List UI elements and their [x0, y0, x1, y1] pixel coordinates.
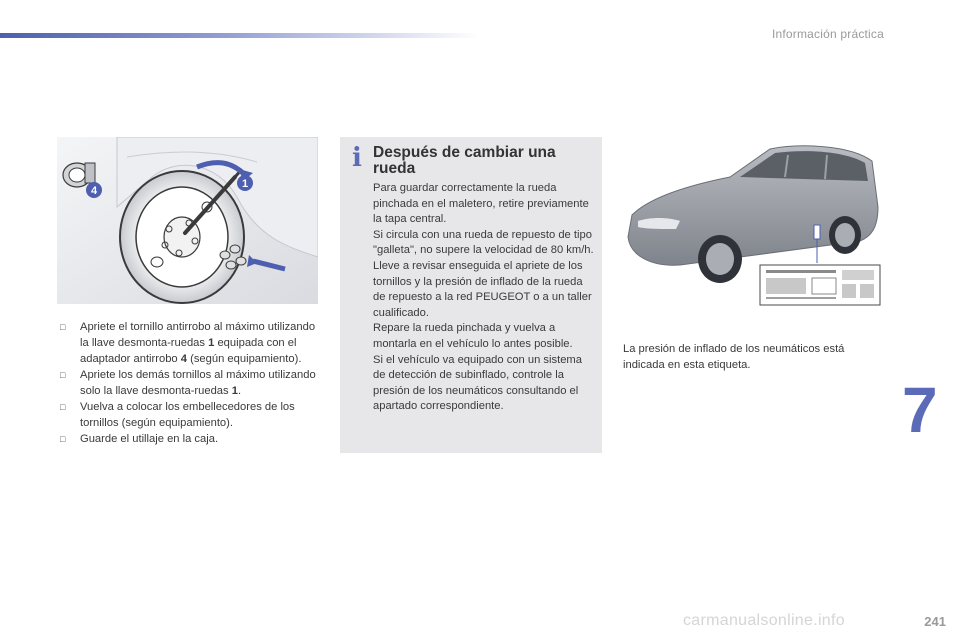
section-title: Información práctica: [771, 27, 884, 41]
tyre-pressure-caption: La presión de inflado de los neumáticos está indicada en esta etiqueta.: [623, 343, 845, 371]
callout-4: 4: [90, 185, 98, 197]
wheel-icon: [120, 171, 244, 303]
wheel-change-figure: [57, 137, 318, 304]
car-illustration: [620, 137, 882, 307]
info-paragraph: Repare la rueda pinchada y vuelva a montarla en el vehículo lo antes posible.: [373, 322, 573, 350]
info-box-text: [373, 181, 597, 415]
wheel-illustration: [57, 137, 318, 304]
car-icon: [620, 137, 882, 307]
bullet-icon: □: [60, 434, 66, 444]
bullet-icon: □: [60, 370, 66, 380]
instruction-item: □ Guarde el utillaje en la caja.: [60, 433, 219, 445]
info-box: [340, 137, 602, 453]
instruction-list: [60, 319, 322, 447]
bullet-icon: □: [60, 402, 66, 412]
info-paragraph: Si el vehículo va equipado con un sistema de detección de subinflado, controle la presión de los neumáticos consultando el apartado correspondiente.: [373, 353, 582, 413]
info-box-title: Después de cambiar una rueda: [373, 144, 556, 177]
info-paragraph: Lleve a revisar enseguida el apriete de los tornillos y la presión de inflado de la rueda de repuesto a la red PEUGEOT o a un taller cualificado.: [373, 259, 592, 319]
instruction-item: □ Apriete el tornillo antirrobo al máximo utilizando la llave desmonta-ruedas 1 equipada con el adaptador antirrobo 4 (según equipamiento).: [60, 321, 316, 365]
instruction-item: □ Vuelva a colocar los embellecedores de los tornillos (según equipamiento).: [60, 401, 295, 429]
info-icon: i: [352, 143, 362, 173]
bullet-icon: □: [60, 322, 66, 332]
watermark: carmanualsonline.info: [683, 612, 845, 629]
callout-1: 1: [241, 178, 249, 190]
chapter-number: 7: [902, 374, 938, 446]
instruction-item: □ Apriete los demás tornillos al máximo utilizando solo la llave desmonta-ruedas 1.: [60, 369, 316, 397]
info-paragraph: Para guardar correctamente la rueda pinchada en el maletero, retire previamente la tapa central.: [373, 182, 589, 226]
info-paragraph: Si circula con una rueda de repuesto de tipo "galleta", no supere la velocidad de 80 km/h.: [373, 228, 594, 257]
tyre-pressure-label-icon: [760, 265, 880, 305]
header-accent-bar: [0, 33, 480, 38]
page-number: 241: [924, 614, 946, 629]
